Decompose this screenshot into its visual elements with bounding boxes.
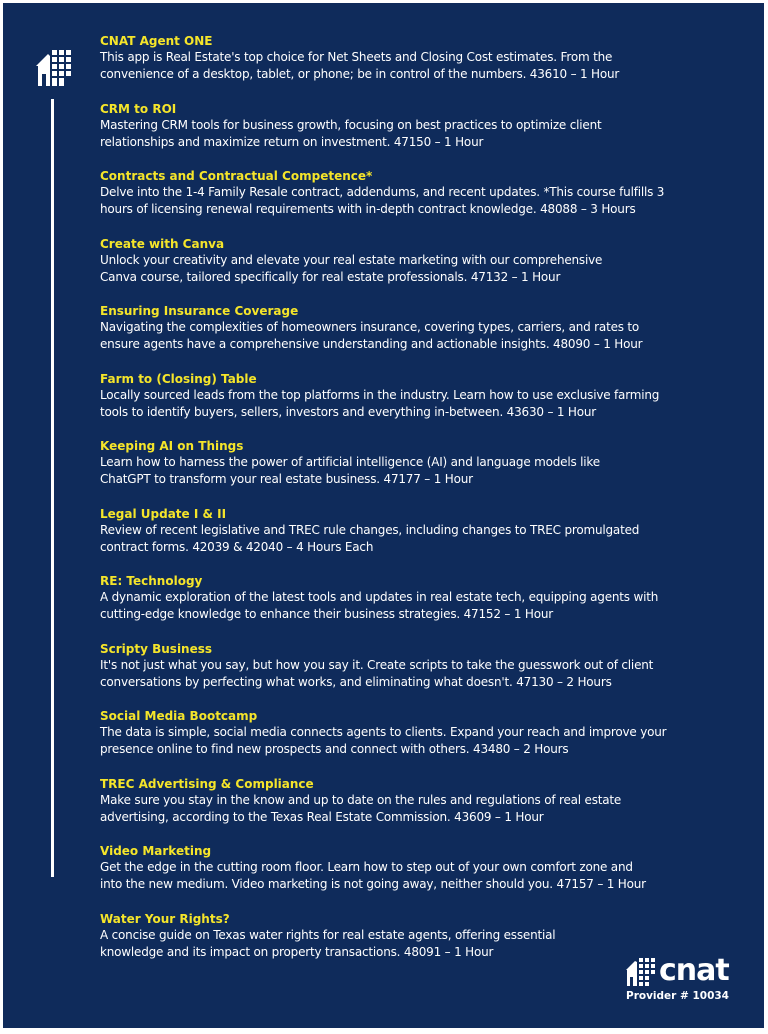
brand-logo [626, 955, 746, 987]
course-title: TREC Advertising & Compliance [100, 776, 314, 791]
course-item [100, 236, 700, 304]
course-item [100, 573, 700, 641]
course-description: Review of recent legislative and TREC rule changes, including changes to TREC promulgated contract forms. 42039 & 42040 – 4 Hours Each [100, 522, 640, 554]
course-title: Social Media Bootcamp [100, 709, 258, 723]
course-item [100, 303, 700, 371]
course-description: Locally sourced leads from the top platforms in the industry. Learn how to use exclusive farming tools to identify buyers, sellers, investors and everything in-between. 43630 – 1 Hour [100, 387, 660, 419]
building-icon [626, 956, 656, 986]
course-item [100, 641, 700, 709]
course-title: Keeping AI on Things [100, 439, 244, 453]
course-description: Learn how to harness the power of artificial intelligence (AI) and language models like ChatGPT to transform your real estate business. 47177 – 1 Hour [100, 455, 600, 486]
course-item [100, 33, 700, 101]
course-title: Farm to (Closing) Table [100, 371, 257, 386]
course-item [100, 168, 700, 236]
course-description: Mastering CRM tools for business growth, focusing on best practices to optimize client relationships and maximize return on investment. 47150 – 1 Hour [100, 117, 602, 149]
brand-wordmark: cnat [659, 953, 729, 988]
course-item [100, 843, 700, 911]
course-title: Create with Canva [100, 236, 225, 251]
course-title: CNAT Agent ONE [100, 34, 213, 48]
course-description: A dynamic exploration of the latest tools and updates in real estate tech, equipping agents with cutting-edge knowledge to enhance their business strategies. 47152 – 1 Hour [100, 590, 659, 621]
course-title: Video Marketing [100, 844, 212, 858]
course-item [100, 911, 700, 979]
course-description: This app is Real Estate's top choice for Net Sheets and Closing Cost estimates. From the convenience of a desktop, tablet, or phone; be in control of the numbers. 43610 – 1 Hour [100, 50, 620, 81]
course-title: RE: Technology [100, 574, 203, 588]
course-item [100, 438, 700, 506]
course-title: Water Your Rights? [100, 911, 230, 926]
course-description: The data is simple, social media connects agents to clients. Expand your reach and improve your presence online to find new prospects and connect with others. 43480 – 2 Hours [100, 725, 667, 756]
course-description: Delve into the 1-4 Family Resale contract, addendums, and recent updates. *This course fulfills 3 hours of licensing renewal requirements with in-depth contract knowledge. 48088 – 3 Hours [100, 185, 665, 216]
course-description: Make sure you stay in the know and up to date on the rules and regulations of real estate advertising, according to the Texas Real Estate Commission. 43609 – 1 Hour [100, 792, 622, 824]
course-item [100, 506, 700, 574]
course-description: Unlock your creativity and elevate your real estate marketing with our comprehensive Canva course, tailored specifically for real estate professionals. 47132 – 1 Hour [100, 252, 603, 284]
course-title: CRM to ROI [100, 101, 177, 116]
course-item [100, 708, 700, 776]
course-title: Ensuring Insurance Coverage [100, 304, 299, 318]
course-description: Navigating the complexities of homeowners insurance, covering types, carriers, and rates to ensure agents have a comprehensive understanding and actionable insights. 48090 – 1 Hour [100, 320, 643, 351]
course-item [100, 776, 700, 844]
course-title: Legal Update I & II [100, 506, 227, 521]
course-description: A concise guide on Texas water rights for real estate agents, offering essential knowledge and its impact on property transactions. 48091 – 1 Hour [100, 927, 556, 959]
course-item [100, 101, 700, 169]
building-icon [36, 48, 76, 86]
course-description: It's not just what you say, but how you say it. Create scripts to take the guesswork out of client conversations by perfecting what works, and eliminating what doesn't. 47130 – 2 Hours [100, 657, 654, 689]
cnat-brand [626, 955, 746, 1002]
course-item [100, 371, 700, 439]
course-title: Contracts and Contractual Competence* [100, 169, 373, 183]
course-list [100, 33, 700, 978]
course-title: Scripty Business [100, 641, 213, 656]
divider-line [51, 99, 54, 877]
provider-number: Provider # 10034 [626, 990, 729, 1002]
course-description: Get the edge in the cutting room floor. Learn how to step out of your own comfort zone and into the new medium. Video marketing is not going away, neither should you. 47157 – 1 Hour [100, 860, 646, 891]
